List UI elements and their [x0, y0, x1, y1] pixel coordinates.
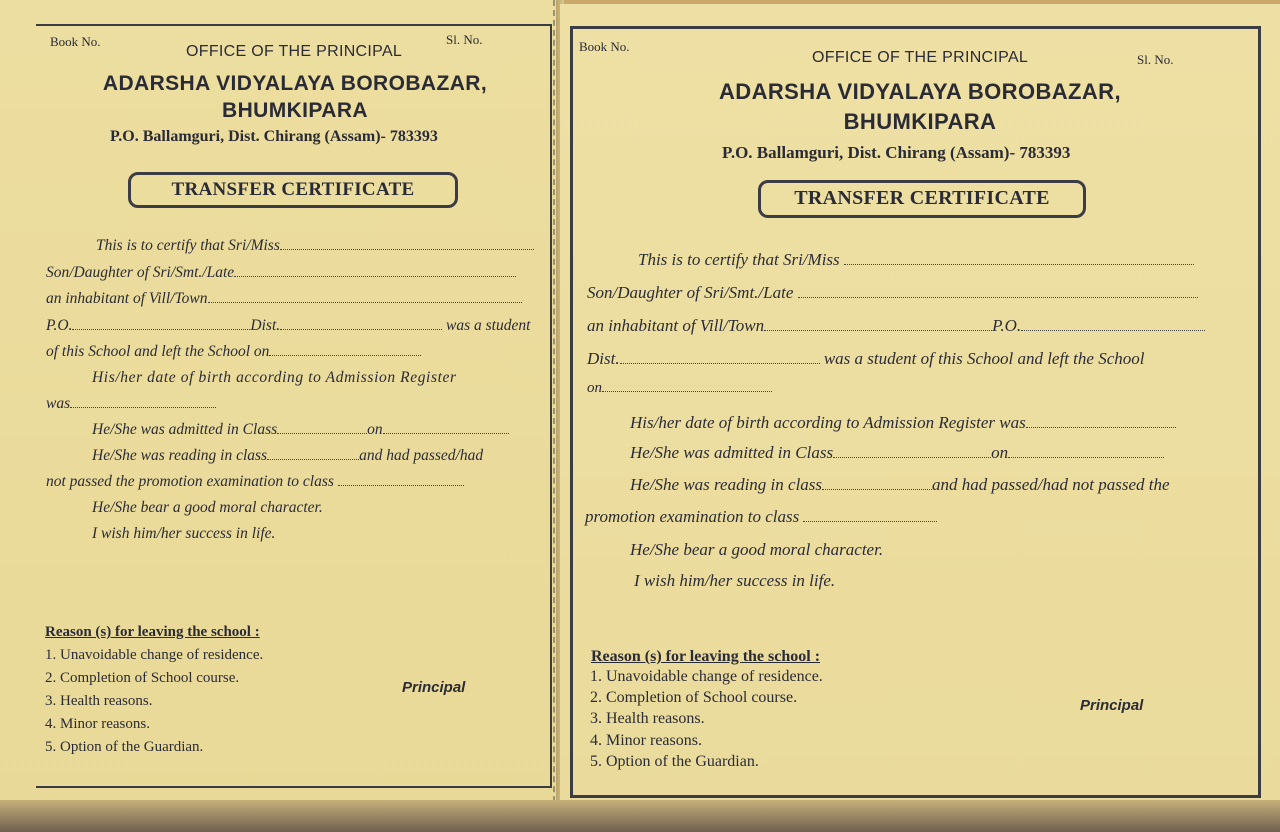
wish-line: I wish him/her success in life. — [92, 525, 276, 542]
dob-line: His/her date of birth according to Admission Register was — [630, 413, 1176, 433]
table-surface — [0, 800, 1280, 832]
reason-item: 4. Minor reasons. — [590, 732, 702, 749]
certify-line: This is to certify that Sri/Miss — [638, 250, 1194, 270]
admitted-line: He/She was admitted in Class on — [630, 443, 1164, 463]
reasons-heading: Reason (s) for leaving the school : — [591, 648, 821, 665]
dist-line: Dist. was a student of this School and left the School — [587, 349, 1145, 368]
reading-line: He/She was reading in class and had passed/had — [92, 447, 484, 464]
school-name — [680, 77, 1160, 137]
promotion-line: promotion examination to class — [585, 507, 937, 527]
wish-line: I wish him/her success in life. — [634, 571, 836, 590]
residence-line: an inhabitant of Vill/Town — [46, 290, 522, 308]
reasons-heading: Reason (s) for leaving the school : — [45, 624, 260, 640]
reason-item: 1. Unavoidable change of residence. — [590, 668, 823, 685]
school-name-line1: ADARSHA VIDYALAYA BOROBAZAR, — [719, 79, 1121, 104]
certificate-title: TRANSFER CERTIFICATE — [171, 179, 415, 200]
serial-no-label: Sl. No. — [1137, 52, 1174, 67]
po-dist-line: P.O. Dist. was a student — [46, 317, 531, 334]
admitted-line: He/She was admitted in Class on — [92, 421, 509, 439]
certificate-title-box — [758, 180, 1086, 218]
school-name-line2: BHUMKIPARA — [843, 109, 997, 134]
school-name — [60, 70, 530, 124]
principal-signature-label: Principal — [402, 679, 466, 696]
school-name-line2: BHUMKIPARA — [222, 99, 368, 122]
certificate-title-box — [128, 172, 458, 208]
certificate-title: TRANSFER CERTIFICATE — [794, 187, 1050, 209]
book-no-label: Book No. — [579, 39, 630, 54]
serial-no-label: Sl. No. — [446, 32, 483, 47]
reason-item: 3. Health reasons. — [590, 710, 705, 727]
parent-line: Son/Daughter of Sri/Smt./Late — [46, 264, 516, 282]
principal-signature-label: Principal — [1080, 697, 1144, 714]
school-name-line1: ADARSHA VIDYALAYA BOROBAZAR, — [102, 72, 488, 95]
promotion-line: not passed the promotion examination to class — [46, 473, 464, 491]
school-address: P.O. Ballamguri, Dist. Chirang (Assam)- 783393 — [722, 143, 1071, 162]
left-school-line: on — [587, 379, 772, 397]
reason-item: 3. Health reasons. — [45, 693, 153, 709]
left-school-line: of this School and left the School on — [46, 343, 421, 361]
reason-item: 1. Unavoidable change of residence. — [45, 647, 264, 663]
reading-line: He/She was reading in class and had passed/had not passed the — [630, 475, 1170, 494]
residence-po-line: an inhabitant of Vill/Town P.O. — [587, 316, 1205, 336]
reason-item: 2. Completion of School course. — [590, 689, 798, 706]
dob-value-line: was — [46, 395, 216, 413]
reason-item: 4. Minor reasons. — [45, 716, 150, 732]
counterfoil-page — [0, 0, 560, 832]
reason-item: 2. Completion of School course. — [45, 670, 240, 686]
character-line: He/She bear a good moral character. — [92, 499, 323, 516]
character-line: He/She bear a good moral character. — [630, 540, 884, 559]
certificate-page — [560, 4, 1280, 820]
reason-item: 5. Option of the Guardian. — [590, 753, 759, 770]
office-heading: OFFICE OF THE PRINCIPAL — [186, 43, 403, 60]
certify-line: This is to certify that Sri/Miss — [96, 237, 534, 255]
book-no-label: Book No. — [50, 34, 101, 49]
parent-line: Son/Daughter of Sri/Smt./Late — [587, 283, 1198, 303]
office-heading: OFFICE OF THE PRINCIPAL — [812, 49, 1029, 66]
school-address: P.O. Ballamguri, Dist. Chirang (Assam)- 783393 — [110, 128, 438, 145]
dob-line: His/her date of birth according to Admission Register — [92, 369, 457, 386]
reason-item: 5. Option of the Guardian. — [45, 739, 204, 755]
